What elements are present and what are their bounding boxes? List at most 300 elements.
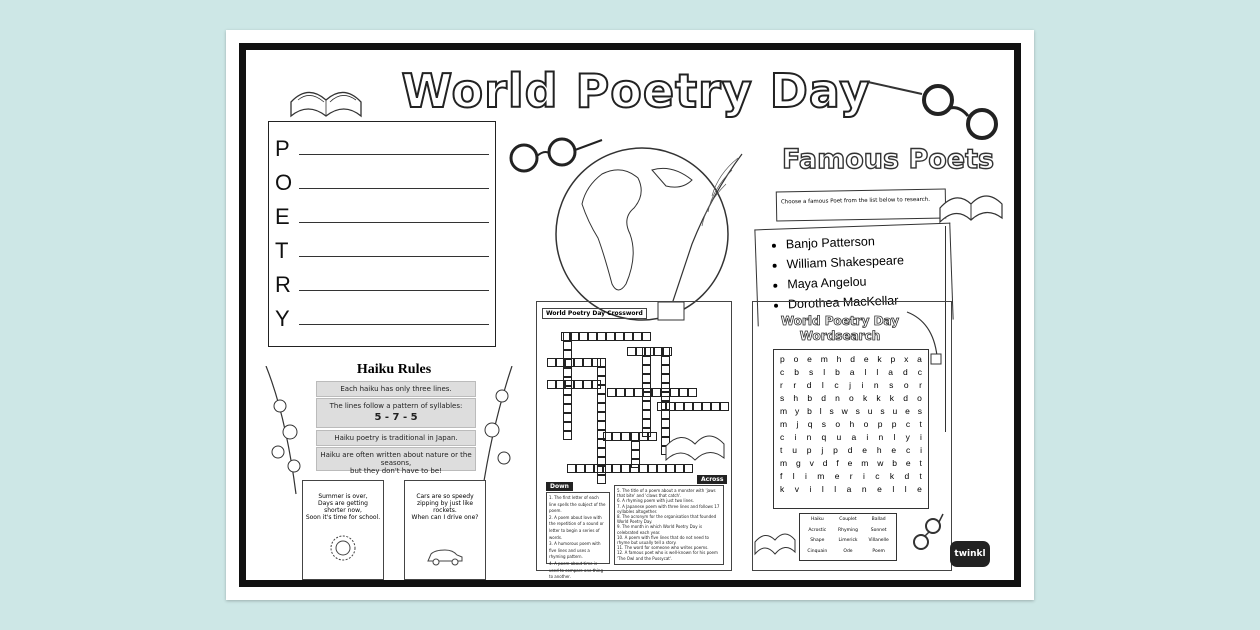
- wordsearch-letter[interactable]: l: [876, 367, 879, 377]
- wordsearch-letter[interactable]: d: [850, 354, 855, 364]
- wordsearch-letter[interactable]: j: [796, 419, 799, 429]
- wordsearch-letter[interactable]: l: [823, 367, 826, 377]
- wordsearch-row: [776, 354, 926, 367]
- crossword-cell[interactable]: [585, 464, 594, 473]
- wordsearch-letter[interactable]: m: [780, 406, 788, 416]
- crossword-cell[interactable]: [720, 402, 729, 411]
- famous-poets-instruction: Choose a famous Poet from the list below to research.: [776, 189, 946, 222]
- wordsearch-letter[interactable]: b: [807, 406, 812, 416]
- wordsearch-letter[interactable]: c: [875, 471, 880, 481]
- crossword-cell[interactable]: [563, 386, 572, 395]
- across-clues: [614, 485, 724, 565]
- wordsearch-word: Villanelle: [868, 538, 889, 543]
- acrostic-row: [275, 162, 495, 196]
- acrostic-letter: P: [275, 136, 290, 161]
- crossword-cell[interactable]: [670, 388, 679, 397]
- crossword-cell[interactable]: [688, 388, 697, 397]
- crossword-cell[interactable]: [607, 388, 616, 397]
- wordsearch-letter[interactable]: p: [833, 445, 838, 455]
- crossword-cell[interactable]: [627, 347, 636, 356]
- twinkl-logo: twinkl: [950, 541, 990, 567]
- wordsearch-letter[interactable]: q: [807, 419, 813, 429]
- wordsearch-title-line1: World Poetry Day: [780, 314, 900, 328]
- wordsearch-letter[interactable]: t: [919, 471, 922, 481]
- haiku-card1-line: Soon it's time for school.: [305, 514, 381, 521]
- haiku-card2-line: Cars are so speedy: [416, 493, 474, 500]
- wordsearch-letter[interactable]: o: [903, 380, 909, 390]
- wordsearch-letter[interactable]: t: [919, 458, 922, 468]
- wordsearch-letter[interactable]: c: [780, 432, 785, 442]
- wordsearch-letter[interactable]: d: [902, 367, 908, 377]
- haiku-rule-2-text: The lines follow a pattern of syllables:: [329, 402, 463, 410]
- wordsearch-letter[interactable]: r: [849, 471, 853, 481]
- wordsearch-row: [776, 380, 926, 393]
- crossword-cell[interactable]: [642, 356, 651, 365]
- crossword-cell[interactable]: [679, 388, 688, 397]
- acrostic-letter: R: [275, 272, 291, 297]
- down-clues: [546, 492, 610, 580]
- wordsearch-letter[interactable]: j: [821, 445, 824, 455]
- wordsearch-letter[interactable]: s: [855, 406, 860, 416]
- crossword-cell[interactable]: [597, 448, 606, 457]
- wordsearch-letter[interactable]: l: [792, 471, 795, 481]
- wordsearch-letter[interactable]: d: [821, 393, 826, 403]
- crossword-cell[interactable]: [642, 401, 651, 410]
- crossword-cell[interactable]: [631, 432, 640, 441]
- wordsearch-letter[interactable]: w: [841, 406, 848, 416]
- wordsearch-letter[interactable]: n: [835, 393, 840, 403]
- crossword-cell[interactable]: [597, 403, 606, 412]
- across-clue: 9. The month in which World Poetry Day is celebrated each year.: [617, 524, 703, 535]
- across-clue: 6. A rhyming poem with just two lines.: [617, 498, 695, 504]
- acrostic-row: [275, 128, 495, 162]
- acrostic-row: [275, 196, 495, 230]
- wordsearch-letter[interactable]: m: [817, 471, 825, 481]
- down-clue: 4. A poem about time is used to compare one thing to another.: [549, 560, 604, 580]
- wordsearch-letter[interactable]: c: [906, 445, 911, 455]
- wordsearch-word: Cinquain: [807, 548, 828, 554]
- wordsearch-letter[interactable]: u: [892, 406, 898, 416]
- crossword-cell[interactable]: [603, 432, 612, 441]
- crossword-cell[interactable]: [711, 402, 720, 411]
- wordsearch-word: Sonnet: [870, 527, 887, 533]
- acrostic-write-line[interactable]: [299, 324, 489, 325]
- open-book-icon: [663, 420, 727, 468]
- crossword-cell[interactable]: [661, 347, 670, 356]
- book-icon: [753, 520, 797, 560]
- wordsearch-letter[interactable]: b: [892, 458, 898, 468]
- crossword-cell[interactable]: [547, 380, 556, 389]
- worksheet-page: [226, 30, 1034, 600]
- acrostic-row: [275, 230, 495, 264]
- across-clue: 10. A poem with five lines that do not need to rhyme but usually tell a story.: [617, 534, 709, 546]
- crossword-cell[interactable]: [621, 432, 630, 441]
- wordsearch-letter[interactable]: f: [780, 471, 783, 481]
- wordsearch-letter[interactable]: c: [917, 367, 922, 377]
- blossom-branch-right-icon: [472, 366, 522, 496]
- wordsearch-word-list: [799, 513, 897, 561]
- crossword-cell[interactable]: [642, 419, 651, 428]
- wordsearch-letter[interactable]: s: [880, 406, 885, 416]
- haiku-card1-line: Summer is over,: [318, 493, 368, 500]
- worksheet-frame: [239, 43, 1021, 587]
- haiku-rule-3: Haiku poetry is traditional in Japan.: [316, 430, 476, 446]
- wordsearch-letter[interactable]: o: [917, 393, 922, 403]
- crossword-cell[interactable]: [597, 475, 606, 484]
- wordsearch-letter[interactable]: h: [793, 393, 799, 403]
- crossword-cell[interactable]: [597, 367, 606, 376]
- crossword-cell[interactable]: [597, 385, 606, 394]
- haiku-rule-1: Each haiku has only three lines.: [316, 381, 476, 397]
- down-clue: 3. A humorous poem with five lines and uses a rhyming pattern.: [549, 541, 601, 560]
- crossword-cell[interactable]: [616, 388, 625, 397]
- crossword-cell[interactable]: [574, 380, 583, 389]
- wordsearch-letter[interactable]: p: [877, 419, 883, 429]
- crossword-cell[interactable]: [563, 377, 572, 386]
- wordsearch-letter[interactable]: l: [821, 484, 824, 494]
- acrostic-write-line[interactable]: [299, 188, 489, 189]
- wordsearch-letter[interactable]: d: [822, 458, 828, 468]
- wordsearch-letter[interactable]: i: [866, 432, 869, 442]
- reading-glasses-icon: [909, 512, 945, 558]
- wordsearch-letter[interactable]: u: [792, 445, 797, 455]
- haiku-example-card-1: [302, 480, 384, 580]
- haiku-rules-title: Haiku Rules: [356, 362, 432, 377]
- wordsearch-letter[interactable]: t: [919, 419, 922, 429]
- wordsearch-letter[interactable]: e: [891, 445, 897, 455]
- wordsearch-word: Haiku: [810, 517, 824, 522]
- wordsearch-letter[interactable]: s: [889, 380, 894, 390]
- wordsearch-letter[interactable]: y: [794, 406, 800, 416]
- wordsearch-letter[interactable]: k: [877, 354, 882, 364]
- wordsearch-letter[interactable]: f: [836, 458, 839, 468]
- wordsearch-letter[interactable]: i: [920, 445, 922, 455]
- crossword-cell[interactable]: [579, 332, 588, 341]
- wordsearch-word: Poem: [872, 548, 885, 554]
- crossword-cell[interactable]: [639, 432, 648, 441]
- crossword-cell[interactable]: [583, 358, 592, 367]
- wordsearch-letter[interactable]: u: [836, 432, 842, 442]
- wordsearch-letter[interactable]: v: [809, 458, 814, 468]
- wordsearch-letter[interactable]: u: [867, 406, 873, 416]
- crossword-cell[interactable]: [631, 441, 640, 450]
- wordsearch-letter[interactable]: b: [794, 367, 799, 377]
- haiku-card2-line: When can I drive one?: [411, 514, 479, 521]
- wordsearch-letter[interactable]: c: [780, 367, 785, 377]
- down-clue: 1. The first letter of each line spells the subject of the poem.: [549, 495, 606, 514]
- wordsearch-letter[interactable]: i: [861, 380, 864, 390]
- wordsearch-letter[interactable]: n: [873, 380, 879, 390]
- crossword-cell[interactable]: [547, 358, 556, 367]
- wordsearch-letter[interactable]: m: [780, 419, 788, 429]
- wordsearch-row: [776, 367, 926, 380]
- wordsearch-letter[interactable]: p: [890, 354, 896, 364]
- wordsearch-letter[interactable]: k: [889, 471, 895, 481]
- crossword-cell[interactable]: [563, 350, 572, 359]
- wordsearch-letter[interactable]: d: [847, 445, 853, 455]
- wordsearch-letter[interactable]: e: [862, 445, 867, 455]
- crossword-cell[interactable]: [597, 358, 606, 367]
- crossword-cell[interactable]: [661, 365, 670, 374]
- wordsearch-letter[interactable]: e: [905, 458, 911, 468]
- car-icon: [425, 545, 465, 567]
- crossword-cell[interactable]: [639, 464, 648, 473]
- wordsearch-letter[interactable]: m: [861, 458, 869, 468]
- crossword-cell[interactable]: [642, 365, 651, 374]
- acrostic-letter: T: [275, 238, 289, 263]
- crossword-cell[interactable]: [702, 402, 711, 411]
- crossword-cell[interactable]: [597, 394, 606, 403]
- wordsearch-letter[interactable]: h: [849, 419, 855, 429]
- wordsearch-letter[interactable]: m: [820, 354, 828, 364]
- wordsearch-letter[interactable]: k: [862, 393, 868, 403]
- wordsearch-letter[interactable]: k: [876, 393, 881, 403]
- acrostic-row: [275, 298, 495, 332]
- crossword-cell[interactable]: [563, 431, 572, 440]
- crossword-cell[interactable]: [563, 422, 572, 431]
- across-heading: Across: [697, 475, 727, 484]
- crossword-cell[interactable]: [606, 332, 615, 341]
- wordsearch-letter[interactable]: q: [821, 432, 827, 442]
- wordsearch-letter[interactable]: s: [917, 406, 922, 416]
- wordsearch-letter[interactable]: w: [877, 458, 884, 468]
- wordsearch-letter[interactable]: y: [905, 432, 910, 442]
- wordsearch-row: [776, 393, 926, 406]
- wordsearch-letter[interactable]: k: [780, 484, 785, 494]
- wordsearch-letter[interactable]: r: [780, 380, 783, 390]
- wordsearch-letter[interactable]: p: [806, 445, 812, 455]
- wordsearch-row: [776, 458, 926, 471]
- wordsearch-letter[interactable]: i: [804, 471, 807, 481]
- wordsearch-grid: [773, 349, 929, 509]
- wordsearch-letter[interactable]: j: [849, 380, 851, 390]
- haiku-rule-4: [316, 447, 476, 475]
- crossword-cell[interactable]: [661, 356, 670, 365]
- wordsearch-letter[interactable]: l: [892, 484, 895, 494]
- crossword-cell[interactable]: [567, 464, 576, 473]
- wordsearch-letter[interactable]: t: [780, 445, 783, 455]
- wordsearch-letter[interactable]: l: [893, 432, 896, 442]
- crossword-cell[interactable]: [661, 410, 670, 419]
- wordsearch-letter[interactable]: d: [806, 380, 812, 390]
- haiku-card1-line: Days are getting: [318, 500, 368, 507]
- wordsearch-letter[interactable]: l: [864, 367, 867, 377]
- wordsearch-letter[interactable]: o: [835, 419, 841, 429]
- crossword-cell[interactable]: [661, 374, 670, 383]
- acrostic-letter: O: [275, 170, 293, 195]
- wordsearch-letter[interactable]: g: [795, 458, 801, 468]
- crossword-cell[interactable]: [563, 404, 572, 413]
- wordsearch-letter[interactable]: i: [794, 432, 797, 442]
- wordsearch-letter[interactable]: a: [851, 432, 857, 442]
- wordsearch-letter[interactable]: n: [878, 432, 884, 442]
- wordsearch-letter[interactable]: e: [877, 484, 882, 494]
- wordsearch-letter[interactable]: e: [834, 471, 840, 481]
- wordsearch-row: [776, 471, 926, 484]
- crossword-cell[interactable]: [684, 402, 693, 411]
- wordsearch-letter[interactable]: p: [780, 354, 785, 364]
- wordsearch-letter[interactable]: o: [863, 419, 869, 429]
- wordsearch-letter[interactable]: e: [847, 458, 853, 468]
- wordsearch-letter[interactable]: i: [862, 471, 865, 481]
- wordsearch-letter[interactable]: e: [905, 406, 910, 416]
- crossword-cell[interactable]: [597, 376, 606, 385]
- crossword-cell[interactable]: [642, 347, 651, 356]
- wordsearch-letter[interactable]: e: [917, 484, 922, 494]
- crossword-cell[interactable]: [652, 388, 661, 397]
- acrostic-row: [275, 264, 495, 298]
- glasses-icon: [864, 68, 1004, 146]
- crossword-cell[interactable]: [563, 359, 572, 368]
- haiku-rule-2: [316, 398, 476, 428]
- crossword-cell[interactable]: [642, 374, 651, 383]
- poet-item: • William Shakespeare: [786, 252, 950, 272]
- crossword-cell[interactable]: [615, 332, 624, 341]
- crossword-cell[interactable]: [603, 464, 612, 473]
- crossword-cell[interactable]: [597, 332, 606, 341]
- wordsearch-letter[interactable]: n: [861, 484, 867, 494]
- acrostic-write-line[interactable]: [299, 222, 489, 223]
- crossword-cell[interactable]: [661, 392, 670, 401]
- wordsearch-letter[interactable]: r: [919, 380, 922, 390]
- down-clue: 2. A poem about love with the repetition of a sound or letter to begin a series of words.: [549, 514, 604, 540]
- wordsearch-word: Ballad: [871, 517, 886, 522]
- crossword-cell[interactable]: [631, 459, 640, 468]
- down-heading: Down: [546, 482, 573, 491]
- across-clue: 8. The acronym for the organisation that founded World Poetry Day.: [617, 514, 717, 525]
- wordsearch-letter[interactable]: l: [834, 484, 837, 494]
- acrostic-write-line[interactable]: [299, 290, 489, 291]
- wordsearch-letter[interactable]: o: [849, 393, 854, 403]
- haiku-example-card-2: [404, 480, 486, 580]
- wordsearch-panel: [752, 301, 952, 571]
- wordsearch-word: Couplet: [839, 517, 857, 522]
- wordsearch-letter[interactable]: b: [835, 367, 840, 377]
- wordsearch-letter[interactable]: s: [829, 406, 834, 416]
- wordsearch-letter[interactable]: r: [793, 380, 797, 390]
- wordsearch-title: [775, 314, 905, 344]
- acrostic-write-line[interactable]: [299, 256, 489, 257]
- wordsearch-letter[interactable]: e: [863, 354, 869, 364]
- acrostic-box: [268, 121, 496, 347]
- haiku-card2-line: zipping by just like rockets.: [416, 500, 474, 514]
- crossword-cell[interactable]: [574, 358, 583, 367]
- wordsearch-letter[interactable]: n: [806, 432, 812, 442]
- wordsearch-letter[interactable]: s: [821, 419, 827, 429]
- crossword-cell[interactable]: [563, 332, 572, 341]
- wordsearch-letter[interactable]: l: [821, 380, 824, 390]
- crossword-cell[interactable]: [675, 402, 684, 411]
- wordsearch-letter[interactable]: o: [793, 354, 799, 364]
- crossword-cell[interactable]: [612, 464, 621, 473]
- wordsearch-row: [776, 419, 926, 432]
- crossword-cell[interactable]: [594, 464, 603, 473]
- poet-item: • Maya Angelou: [787, 272, 951, 292]
- crossword-cell[interactable]: [648, 432, 657, 441]
- wordsearch-letter[interactable]: a: [849, 367, 855, 377]
- wordsearch-letter[interactable]: e: [807, 354, 812, 364]
- wordsearch-letter[interactable]: s: [808, 367, 814, 377]
- wordsearch-letter[interactable]: p: [891, 419, 897, 429]
- wordsearch-title-line2: Wordsearch: [799, 329, 881, 343]
- crossword-cell[interactable]: [612, 432, 621, 441]
- crossword-cell[interactable]: [588, 332, 597, 341]
- crossword-cell[interactable]: [642, 392, 651, 401]
- crossword-cell[interactable]: [633, 332, 642, 341]
- blossom-branch-left-icon: [256, 366, 318, 496]
- crossword-cell[interactable]: [642, 383, 651, 392]
- crossword-cell[interactable]: [648, 464, 657, 473]
- wordsearch-letter[interactable]: a: [917, 354, 922, 364]
- wordsearch-letter[interactable]: l: [819, 406, 822, 416]
- crossword-panel: [536, 301, 732, 580]
- crossword-cell[interactable]: [563, 395, 572, 404]
- wordsearch-letter[interactable]: b: [807, 393, 813, 403]
- crossword-cell[interactable]: [642, 332, 651, 341]
- wordsearch-letter[interactable]: c: [905, 419, 911, 429]
- across-clue: 12. A famous poet who is well-known for his poem 'The Owl and the Pussycat'.: [617, 550, 718, 561]
- wordsearch-row: [776, 445, 926, 458]
- wordsearch-letter[interactable]: i: [920, 432, 922, 442]
- syllable-pattern: 5 - 7 - 5: [374, 412, 418, 423]
- crossword-cell[interactable]: [576, 464, 585, 473]
- across-clue: 5. The title of a poem about a monster with 'jaws that bite' and 'claws that catch'.: [617, 488, 716, 499]
- crossword-cell[interactable]: [693, 402, 702, 411]
- sun-icon: [328, 533, 358, 563]
- crossword-cell[interactable]: [563, 413, 572, 422]
- wordsearch-letter[interactable]: l: [904, 484, 907, 494]
- wordsearch-letter[interactable]: v: [794, 484, 799, 494]
- acrostic-letter: E: [275, 204, 290, 229]
- crossword-cell[interactable]: [597, 421, 606, 430]
- crossword-cell[interactable]: [597, 412, 606, 421]
- wordsearch-word: Ode: [843, 548, 853, 554]
- open-book-icon: [286, 72, 366, 122]
- wordsearch-letter[interactable]: i: [809, 484, 812, 494]
- crossword-cell[interactable]: [625, 388, 634, 397]
- wordsearch-letter[interactable]: d: [903, 393, 908, 403]
- crossword-cell[interactable]: [661, 383, 670, 392]
- crossword-title: World Poetry Day Crossword: [542, 308, 647, 319]
- crossword-cell[interactable]: [631, 450, 640, 459]
- crossword-cell[interactable]: [563, 341, 572, 350]
- wordsearch-letter[interactable]: a: [888, 367, 893, 377]
- wordsearch-letter[interactable]: h: [836, 354, 842, 364]
- crossword-cell[interactable]: [642, 410, 651, 419]
- crossword-cell[interactable]: [621, 464, 630, 473]
- wordsearch-word: Acrostic: [808, 527, 827, 533]
- wordsearch-letter[interactable]: c: [834, 380, 839, 390]
- crossword-cell[interactable]: [583, 380, 592, 389]
- wordsearch-letter[interactable]: s: [780, 393, 785, 403]
- across-clue: 7. A Japanese poem with three lines and follows 17 syllables altogether.: [617, 503, 720, 514]
- wordsearch-letter[interactable]: k: [889, 393, 895, 403]
- wordsearch-row: [776, 484, 926, 497]
- haiku-card1-line: shorter now,: [324, 507, 362, 514]
- wordsearch-letter[interactable]: a: [846, 484, 852, 494]
- wordsearch-letter[interactable]: h: [876, 445, 882, 455]
- wordsearch-letter[interactable]: m: [780, 458, 788, 468]
- wordsearch-letter[interactable]: d: [904, 471, 910, 481]
- page-title: World Poetry Day: [401, 64, 871, 118]
- acrostic-write-line[interactable]: [299, 154, 489, 155]
- crossword-cell[interactable]: [563, 368, 572, 377]
- crossword-cell[interactable]: [661, 401, 670, 410]
- famous-poets-title: Famous Poets: [782, 144, 995, 175]
- poet-item: • Banjo Patterson: [786, 232, 950, 252]
- wordsearch-letter[interactable]: x: [904, 354, 909, 364]
- crossword-cell[interactable]: [624, 332, 633, 341]
